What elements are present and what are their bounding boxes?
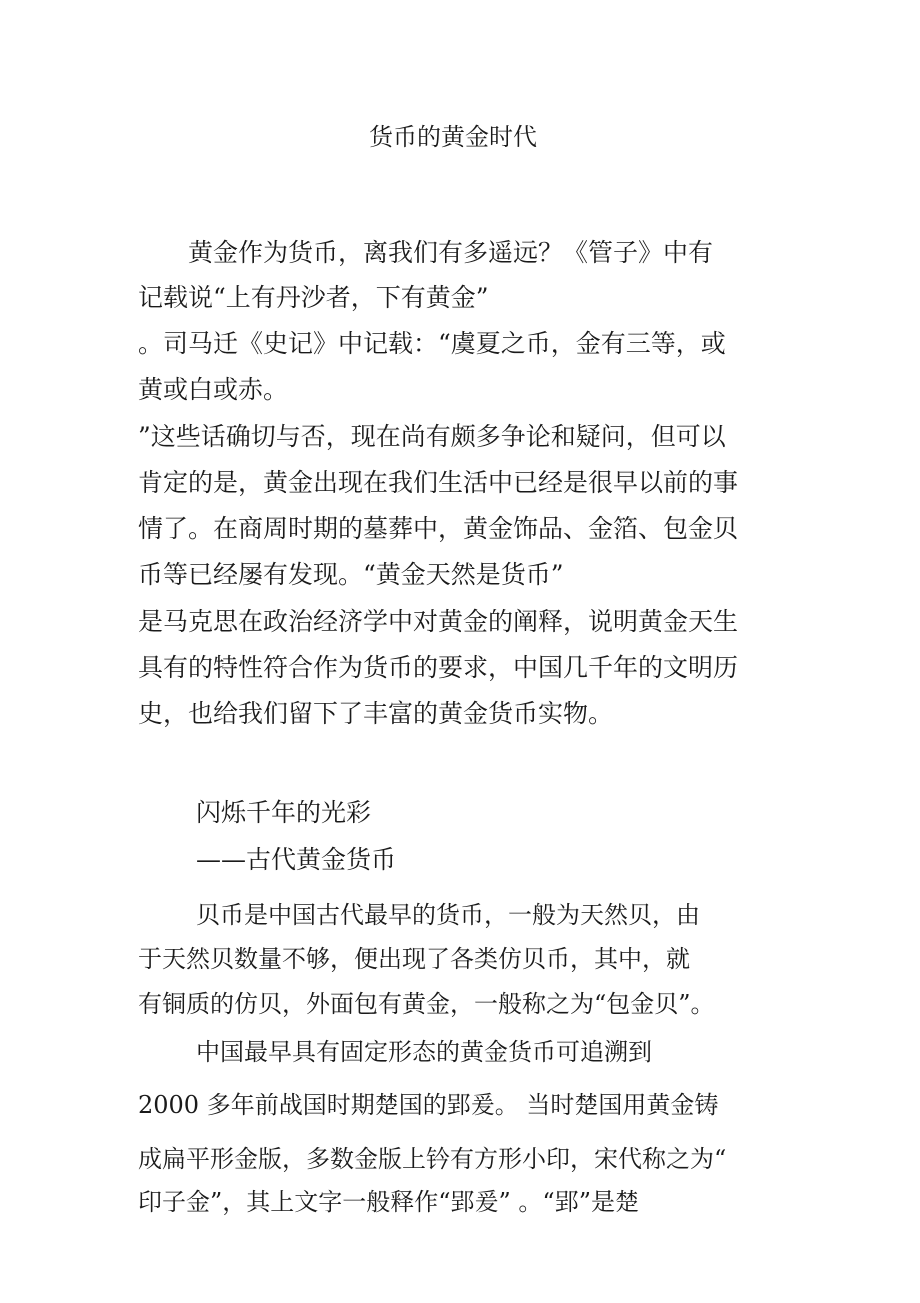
paragraph-line: 于天然贝数量不够，便出现了各类仿贝币，其中，就 [138,945,690,973]
paragraph-line: 中国最早具有固定形态的黄金货币可追溯到 [196,1038,652,1066]
document-title: 货币的黄金时代 [369,123,537,151]
paragraph-line: 情了。在商周时期的墓葬中，黄金饰品、金箔、包金贝 [138,514,739,543]
section-subheading: ——古代黄金货币 [196,845,397,874]
paragraph-line: 币等已经屡有发现。“黄金天然是货币” [138,560,564,589]
section-heading: 闪烁千年的光彩 [196,798,372,827]
paragraph-line: 史，也给我们留下了丰富的黄金货币实物。 [138,699,614,728]
paragraph-line: 具有的特性符合作为货币的要求，中国几千年的文明历 [138,653,739,682]
paragraph-line: 黄或白或赤。 [138,375,289,404]
paragraph-line: 成扁平形金版，多数金版上钤有方形小印，宋代称之为“ [138,1145,727,1173]
paragraph-line: 肯定的是，黄金出现在我们生活中已经是很早以前的事 [138,468,739,497]
paragraph-line: 黄金作为货币，离我们有多遥远？《管子》中有 [138,238,714,267]
paragraph-line: 2000 多年前战国时期楚国的郢爰。 当时楚国用黄金铸 [138,1091,719,1119]
paragraph-line: 贝币是中国古代最早的货币，一般为天然贝，由 [196,901,700,929]
paragraph-line: 。司马迁《史记》中记载：“虞夏之币，金有三等，或 [138,329,726,358]
paragraph-line: 有铜质的仿贝，外面包有黄金，一般称之为“包金贝”。 [138,990,715,1018]
paragraph-line: 是马克思在政治经济学中对黄金的阐释，说明黄金天生 [138,607,739,636]
paragraph-line: 记载说“上有丹沙者，下有黄金” [138,283,489,312]
paragraph-line: ”这些话确切与否，现在尚有颇多争论和疑问，但可以 [138,422,726,451]
paragraph-line: 印子金”，其上文字一般释作“郢爰” 。“郢”是楚 [138,1188,639,1216]
